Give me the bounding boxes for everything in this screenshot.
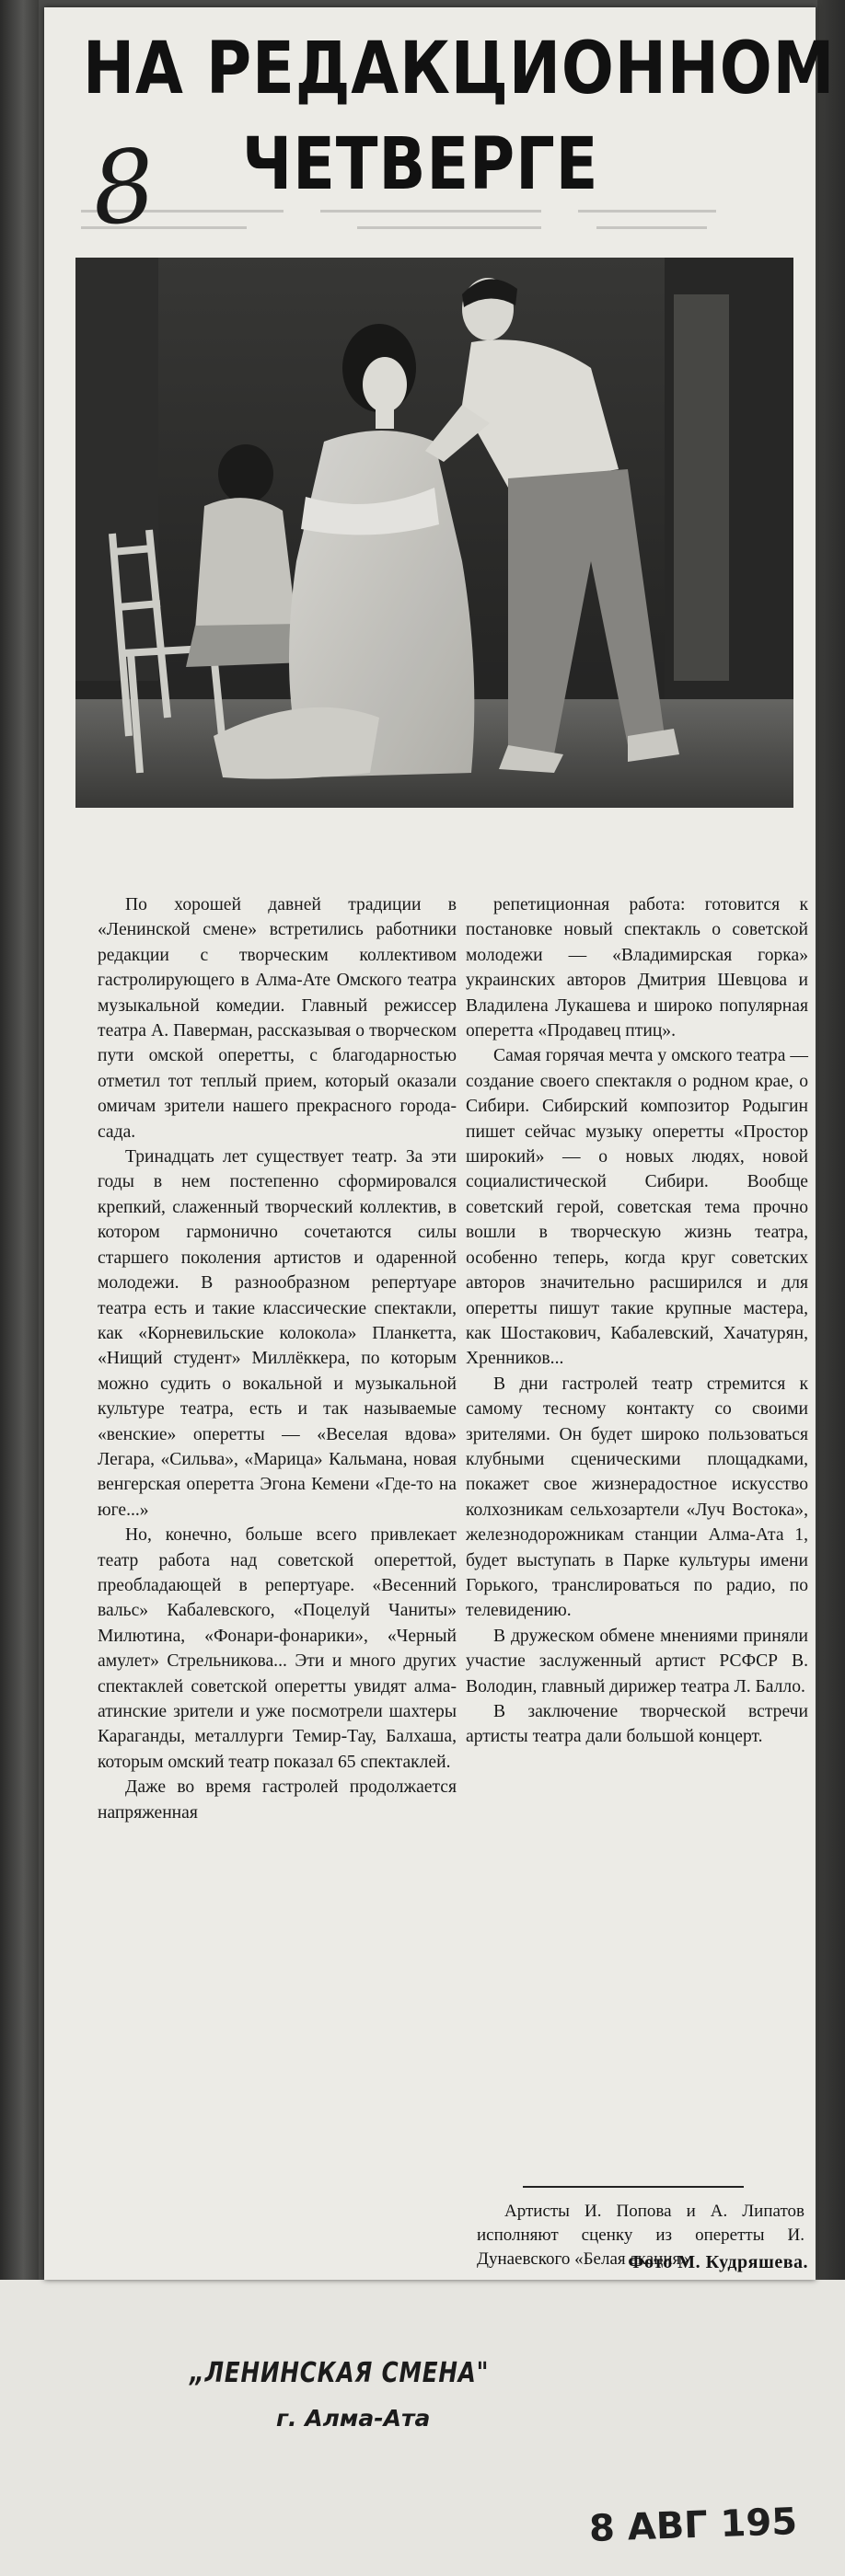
paragraph: Самая горячая мечта у омского театра — создание своего спектакля о родном крае, о Сибири. Сибирский композитор Родыгин пишет сейчас музыку оперетты «Простор широкий» — о новых людях, новой социалистической Сибири. Вообще советский герой, советская тема прочно вошли в творческую жизнь театра, особенно теперь, когда круг советских авторов значительно расширился и для оперетты пишут такие крупные мастера, как Шостакович, Кабалевский, Хачатурян, Хренников... <box>466 1046 808 1369</box>
paragraph: В дни гастролей театр стремится к самому тесному контакту со своими зрителями. Он будет широко пользоваться клубными сценическими площадками, покажет свое жизнерадостное искусство колхозникам сельхозартели «Луч Востока», железнодорожникам станции Алма-Ата 1, будет выступать в Парке культуры имени Горького, транслироваться по радио, по телевидению. <box>466 1374 808 1621</box>
paragraph: Тринадцать лет существует театр. За эти годы в нем постепенно сформировался крепкий, слаженный творческий коллектив, в котором гармонично сочетаются силы старшего поколения артистов и одаренной молодежи. В разнообразном репертуаре театра есть и такие классические спектакли, как «Корневильские колокола» Планкетта, «Нищий студент» Миллёккера, по которым можно судить о вокальной и музыкальной культуре театра, есть и так называемые «венские» оперетты — «Веселая вдова» Легара, «Сильва», «Марица» Кальмана, новая венгерская оперетта Эгона Кемени «Где-то на юге...» <box>98 1147 457 1520</box>
newspaper-clipping <box>44 7 836 2280</box>
headline-line-1: НА РЕДАКЦИОННОМ <box>83 28 836 110</box>
paragraph: В дружеском обмене мнениями приняли участие заслуженный артист РСФСР В. Володин, главный дирижер театра Л. Балло. <box>466 1626 808 1696</box>
scan-border-right <box>817 0 845 2576</box>
scan-border-left <box>0 0 39 2576</box>
headline-line-2: ЧЕТВЕРГЕ <box>242 123 599 206</box>
paragraph: Но, конечно, больше всего привлекает театр работа над советской опереттой, преобладающей в репертуаре. «Весенний вальс» Кабалевского, «Поцелуй Чаниты» Милютина, «Фонари-фонарики», «Черный амулет» Стрельникова... Эти и много других спектаклей советской оперетты увидят алма-атинские зрители и уже посмотрели шахтеры Караганды, металлурги Темир-Тау, Балхаша, которым омский театр показал 65 спектаклей. <box>98 1525 457 1772</box>
caption-text: Артисты И. Попова и А. Липатов исполняют сценку из оперетты И. Дунаевского «Белая акация». <box>477 2202 804 2269</box>
newspaper-stamp-city: г. Алма-Ата <box>276 2405 431 2432</box>
photo-illustration <box>75 258 793 808</box>
photo-credit: Фото М. Кудряшева. <box>628 2252 808 2272</box>
paragraph: По хорошей давней традиции в «Ленинской смене» встретились работники редакции с творческим коллективом гастролирующего в Алма-Ате Омского театра музыкальной комедии. Главный режиссер театра А. Паверман, рассказывая о творческом пути омской оперетты, с благодарностью отметил тот теплый прием, который оказали омичам зрители нашего прекрасного города-сада. <box>98 895 457 1142</box>
handwritten-number: 8 <box>86 127 162 249</box>
faint-printed-lines <box>81 204 725 241</box>
stage-photo <box>75 258 793 808</box>
article-column-left <box>98 892 457 1825</box>
divider-rule <box>523 2186 744 2188</box>
paragraph: В заключение творческой встречи артисты театра дали большой концерт. <box>466 1702 808 1747</box>
article-column-right <box>466 892 808 1750</box>
paragraph: Даже во время гастролей продолжается напряженная <box>98 1777 457 1823</box>
newspaper-stamp-name: „ЛЕНИНСКАЯ СМЕНА" <box>190 2357 490 2389</box>
date-stamp: 8 АВГ 195 <box>588 2501 798 2550</box>
paragraph: репетиционная работа: готовится к постановке новый спектакль о советской молодежи — «Владимирская горка» украинских авторов Дмитрия Шевцова и Владилена Лукашева и широко популярная оперетта «Продавец птиц». <box>466 895 808 1041</box>
headline-block <box>44 20 836 249</box>
